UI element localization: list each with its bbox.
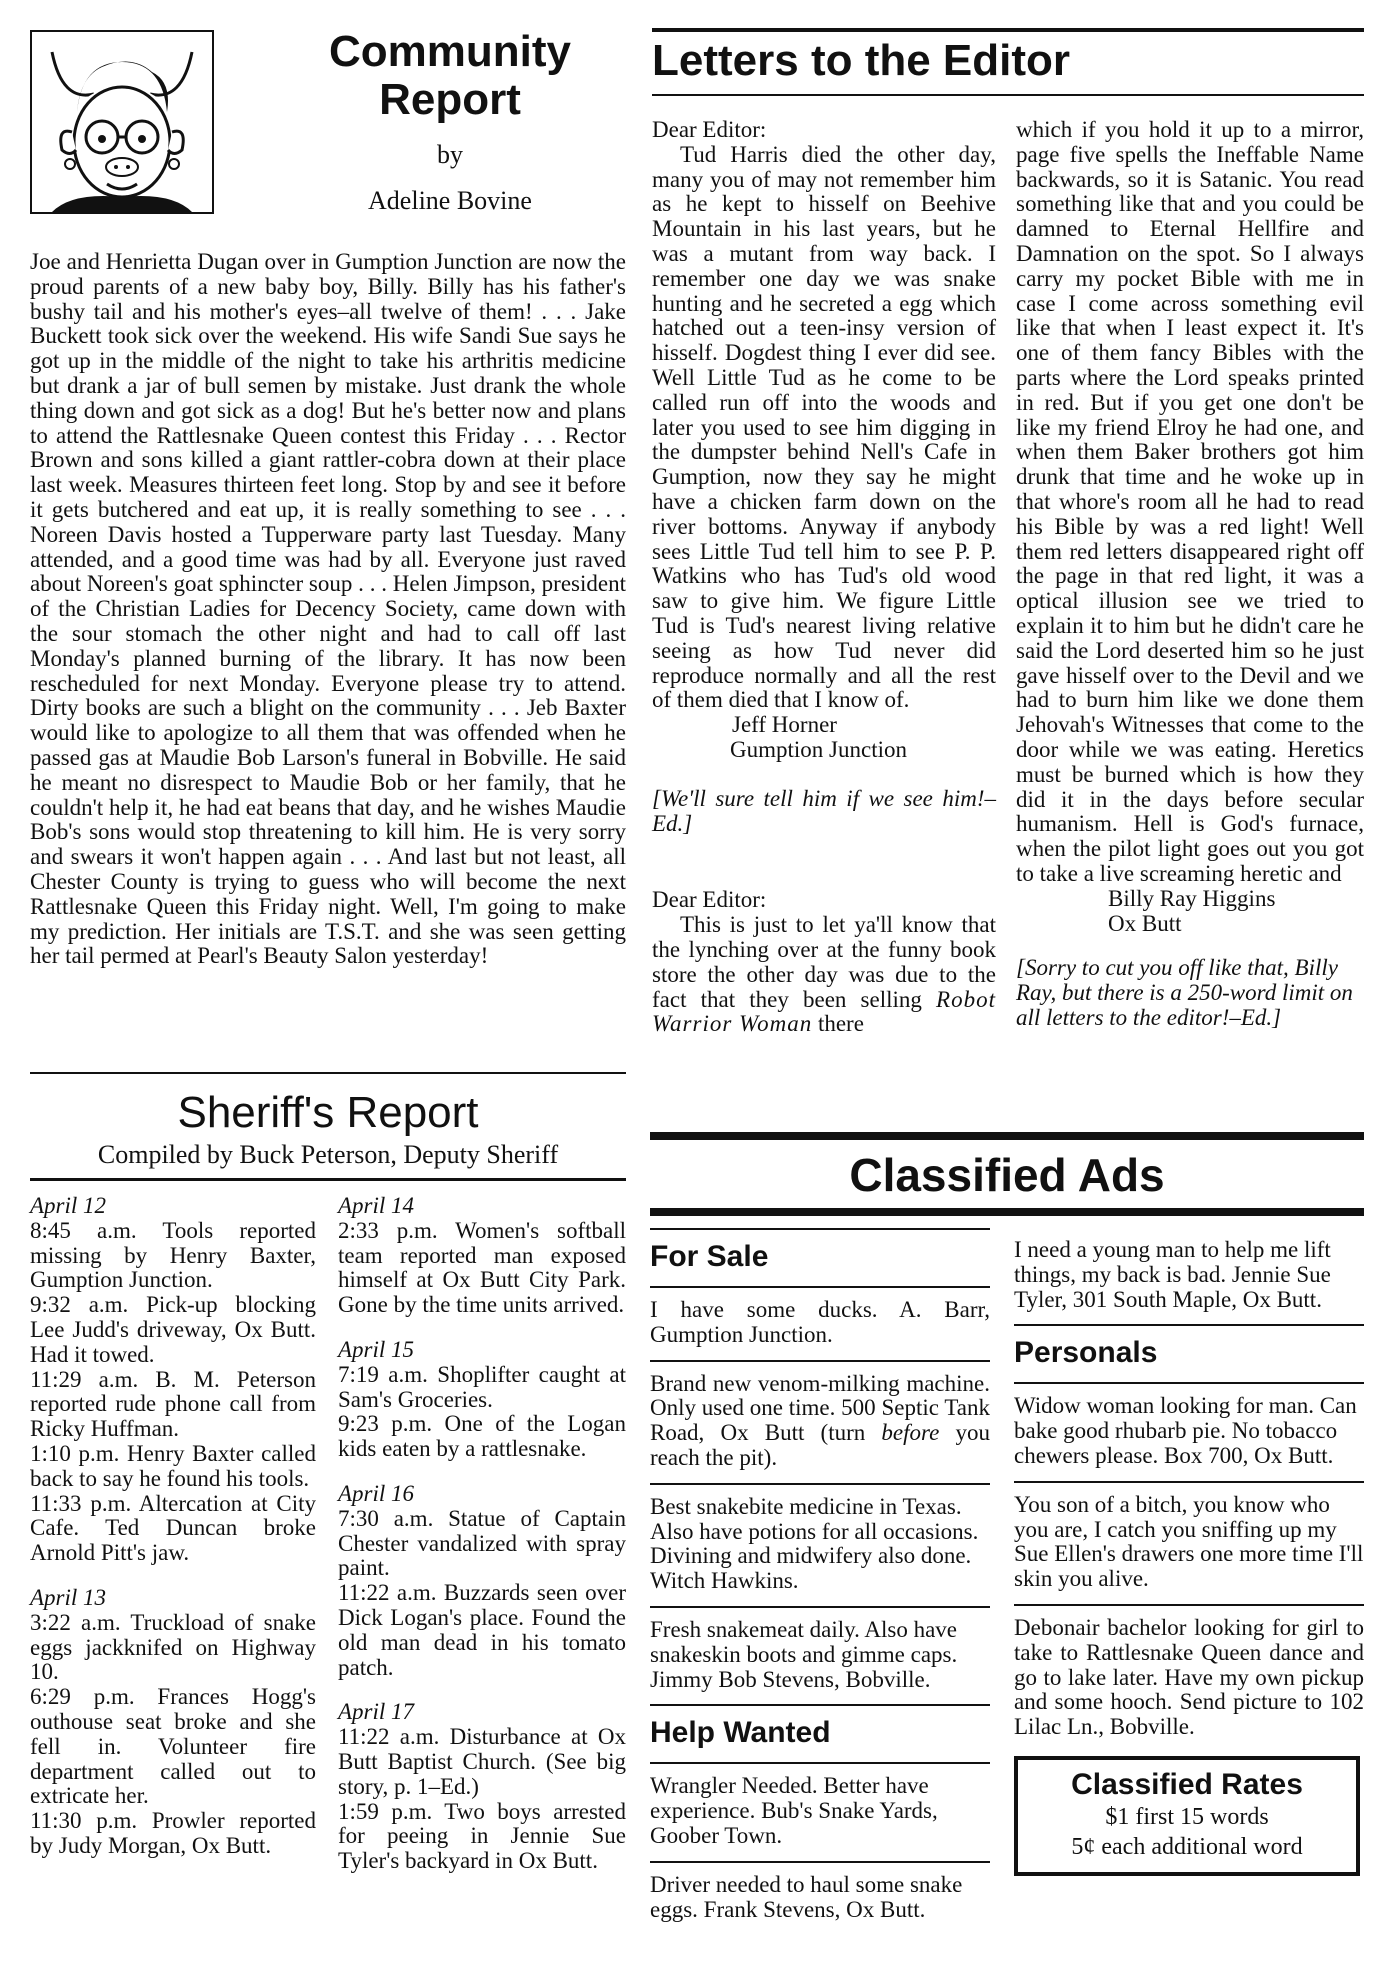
- log-gap: [30, 1566, 316, 1586]
- personals-ad-2: You son of a bitch, you know who you are, I catch you sniffing up my Sue Ellen's drawers one more time I'll skin you alive.: [1014, 1491, 1364, 1592]
- log-entry: 2:33 p.m. Women's softball team reported man exposed himself at Ox Butt City Park. Gone by the time units arrived.: [338, 1217, 626, 1318]
- letter2-body-start: This is just to let ya'll know that the lynching over at the funny book store the other day was due to the fact that they been selling: [652, 912, 996, 1012]
- log-entry: 11:29 a.m. B. M. Peterson reported rude phone call from Ricky Huffman.: [30, 1366, 316, 1442]
- log-gap: [338, 1318, 626, 1338]
- classified-rates-title: Classified Rates: [1071, 1767, 1303, 1801]
- personals-ad-1: Widow woman looking for man. Can bake good rhubarb pie. No tobacco chewers please. Box 700, Ox Butt.: [1014, 1393, 1357, 1468]
- for-sale-ad-2-text: Brand new venom-milking machine. Only used one time. 500 Septic Tank Road, Ox Butt (turn: [650, 1370, 990, 1446]
- letter2-body-part2: which if you hold it up to a mirror, page five spells the Ineffable Name backwards, so it is Satanic. You read something like that and you could be damned to Eternal Hellfire and Damnation on the spot. So I always carry my pocket Bible with me in case I come across something evil like that when I least expect it. It's one of them fancy Bibles with the parts where the Lord speaks printed in red. But if you get one don't be like my friend Elroy he had one, and when them Baker brothers got him drunk that time and he woke up in that whore's room all he had to read his Bible by was a red light! Well them red letters disappeared right off the page in that red light, it was a optical illusion see we tried to explain it to him but he didn't care he said the Lord deserted him so he just gave hisself over to the Devil and we had to burn him like we done them Jehovah's Witnesses that come to the door while we was eating. Heretics must be burned which is how they did it in the days before secular humanism. Hell is God's furnace, when the pilot light goes out you got to take a live screaming heretic and: [1016, 117, 1364, 886]
- classified-column-2: [1014, 1224, 1364, 1876]
- personals-rule: [1014, 1324, 1364, 1326]
- ad-divider: [650, 1483, 990, 1485]
- help-wanted-rule: [650, 1704, 990, 1706]
- ad-divider: [1014, 1481, 1364, 1483]
- letter2-editor-reply: [Sorry to cut you off like that, Billy Ray, but there is a 250-word limit on all letters to the editor!–Ed.]: [1016, 955, 1353, 1030]
- letter1-signature-place: Gumption Junction: [730, 736, 907, 762]
- log-date: April 14: [338, 1193, 415, 1218]
- community-title: [300, 28, 600, 124]
- for-sale-ad-4: Fresh snakemeat daily. Also have snakeskin boots and gimme caps. Jimmy Bob Stevens, Bobville.: [650, 1616, 958, 1692]
- letter1-salutation: Dear Editor:: [652, 117, 767, 142]
- for-sale-ad-2: [650, 1372, 990, 1471]
- ad-divider: [650, 1606, 990, 1608]
- ad-divider: [650, 1360, 990, 1362]
- for-sale-ad-3: Best snakebite medicine in Texas. Also have potions for all occasions. Divining and midwifery also done. Witch Hawkins.: [650, 1493, 979, 1594]
- ad-divider: [1014, 1604, 1364, 1606]
- letter1-body: Tud Harris died the other day, many you of may not remember him as he kept to hisself on Beehive Mountain in his last years, but he was a mutant from way back. I remember one day we was snake hunting and he secreted a egg which hatched out a teen-insy version of hisself. Dogdest thing I ever did see. Well Little Tud as he come to be called run off into the woods and later you used to see him digging in the dumpster behind Nell's Cafe in Gumption, now they say he might have a chicken farm down on the river bottoms. Anyway if anybody sees Little Tud tell him to see P. P. Watkins who has Tud's old wood saw to give him. We figure Little Tud is Tud's nearest living relative seeing as how Tud never did reproduce normally and all the rest of them died that I know of.: [652, 141, 996, 713]
- sheriff-column-2: [338, 1194, 626, 1874]
- help-wanted-ad-1: Wrangler Needed. Better have experience. Bub's Snake Yards, Goober Town.: [650, 1773, 938, 1848]
- log-entry: 6:29 p.m. Frances Hogg's outhouse seat broke and she fell in. Volunteer fire department called out to extricate her.: [30, 1684, 316, 1809]
- community-by: by: [437, 140, 463, 169]
- classified-rates-line1: $1 first 15 words: [1105, 1803, 1269, 1830]
- community-title-line1: Community: [329, 27, 571, 76]
- personals-ad-3: Debonair bachelor looking for girl to take to Rattlesnake Queen dance and go to lake later. Have my own pickup and some hooch. Send picture to 102 Lilac Ln., Bobville.: [1014, 1614, 1364, 1740]
- for-sale-ad-2-tail: you reach the pit).: [650, 1420, 990, 1470]
- for-sale-ad-2-italic: before: [881, 1420, 940, 1446]
- letter2-body-there: there: [817, 1011, 864, 1037]
- letter2-body-part1: [652, 913, 996, 1037]
- log-entry: 11:33 p.m. Altercation at City Cafe. Ted Duncan broke Arnold Pitt's jaw.: [30, 1490, 316, 1566]
- for-sale-heading: For Sale: [650, 1240, 769, 1273]
- help-wanted-ad-2: Driver needed to haul some snake eggs. Frank Stevens, Ox Butt.: [650, 1871, 963, 1922]
- letters-top-rule: [652, 28, 1364, 32]
- log-entry: 11:22 a.m. Disturbance at Ox Butt Baptist Church. (See big story, p. 1–Ed.): [338, 1724, 626, 1799]
- ad-divider: [650, 1861, 990, 1863]
- sheriff-divider: [30, 1178, 626, 1181]
- letter1-editor-reply: [We'll sure tell him if we see him!–Ed.]: [652, 785, 996, 836]
- log-entry: 3:22 a.m. Truckload of snake eggs jackknifed on Highway 10.: [30, 1609, 316, 1685]
- letter2-signature-name: Billy Ray Higgins: [1108, 885, 1276, 911]
- sheriff-byline: Compiled by Buck Peterson, Deputy Sheriff: [97, 1140, 559, 1169]
- community-divider: [30, 1072, 626, 1074]
- log-gap: [338, 1680, 626, 1700]
- classified-rates-line2: 5¢ each additional word: [1071, 1833, 1303, 1860]
- classified-top-rule: [650, 1132, 1364, 1140]
- help-wanted-head-rule: [650, 1762, 990, 1764]
- sheriff-column-1: [30, 1194, 316, 1859]
- log-date: April 12: [30, 1193, 107, 1218]
- letter1-signature-name: Jeff Horner: [732, 712, 837, 738]
- log-entry: 9:23 p.m. One of the Logan kids eaten by a rattlesnake.: [338, 1411, 626, 1462]
- classified-title-rule: [650, 1208, 1364, 1216]
- letter2-salutation: Dear Editor:: [652, 887, 767, 913]
- letter2-book-title: Robot Warrior Woman: [652, 986, 996, 1037]
- community-title-line2: Report: [379, 75, 521, 124]
- community-body: Joe and Henrietta Dugan over in Gumption Junction are now the proud parents of a new baby boy, Billy. Billy has his father's bushy tail and his mother's eyes–all twelve of them! . . . Jake Buckett took sick over the weekend. His wife Sandi Sue says he got up in the middle of the night to take his arthritis medicine but drank a jar of bull semen by mistake. Just drank the whole thing down and got sick as a dog! But he's better now and plans to attend the Rattlesnake Queen contest this Friday . . . Rector Brown and sons killed a giant rattler-cobra down at their place last week. Measures thirteen feet long. Stop by and see it before it gets butchered and eat up, it is really something to see . . . Noreen Davis hosted a Tupperware party last Tuesday. Many attended, and a good time was had by all. Everyone just raved about Noreen's goat sphincter soup . . . Helen Jimpson, president of the Christian Ladies for Decency Society, came down with the sour stomach the other night and had to call off last Monday's planned burning of the library. It has now been rescheduled for next Monday. Everyone please try to attend. Dirty books are such a blight on the community . . . Jeb Baxter would like to apologize to all them that was offended when he passed gas at Maudie Bob Larson's funeral in Bobville. He said he meant no disrespect to Maudie Bob or her family, that he couldn't help it, he had eat beans that day, and he wishes Maudie Bob's sons would stop threatening to kill him. He is very sorry and swears it won't happen again . . . And last but not least, all Chester County is trying to guess who will become the next Rattlesnake Queen this Friday night. Well, I'm going to make my prediction. Her initials are T.S.T. and she was seen getting her tail permed at Pearl's Beauty Salon yesterday!: [30, 249, 626, 969]
- community-author: Adeline Bovine: [368, 186, 532, 215]
- log-date: April 15: [338, 1336, 415, 1362]
- letters-column-2: [1016, 118, 1364, 1031]
- letters-title: Letters to the Editor: [652, 36, 1071, 85]
- for-sale-rule: [650, 1228, 990, 1230]
- sheriff-title: Sheriff's Report: [177, 1088, 479, 1137]
- personals-heading: Personals: [1014, 1336, 1158, 1370]
- log-gap: [338, 1462, 626, 1482]
- community-portrait: [30, 30, 214, 214]
- right-ad-1: I need a young man to help me lift things, my back is bad. Jennie Sue Tyler, 301 South Maple, Ox Butt.: [1014, 1237, 1331, 1312]
- log-entry: 11:22 a.m. Buzzards seen over Dick Logan's place. Found the old man dead in his tomato patch.: [338, 1580, 626, 1680]
- adeline-cow-portrait-icon: [32, 32, 212, 212]
- log-date: April 17: [338, 1699, 415, 1725]
- personals-head-rule: [1014, 1382, 1364, 1384]
- classified-column-1: [650, 1224, 990, 1922]
- log-entry: 1:59 p.m. Two boys arrested for peeing in Jennie Sue Tyler's backyard in Ox Butt.: [338, 1798, 626, 1874]
- log-entry: 8:45 a.m. Tools reported missing by Henry Baxter, Gumption Junction.: [30, 1217, 316, 1293]
- log-entry: 1:10 p.m. Henry Baxter called back to say he found his tools.: [30, 1440, 316, 1491]
- log-entry: 11:30 p.m. Prowler reported by Judy Morgan, Ox Butt.: [30, 1808, 316, 1858]
- log-entry: 7:30 a.m. Statue of Captain Chester vandalized with spray paint.: [338, 1505, 626, 1581]
- letters-title-rule: [652, 94, 1364, 96]
- for-sale-head-rule: [650, 1286, 990, 1288]
- for-sale-ad-1: I have some ducks. A. Barr, Gumption Junction.: [650, 1297, 990, 1347]
- log-date: April 13: [30, 1584, 107, 1610]
- help-wanted-heading: Help Wanted: [650, 1716, 831, 1750]
- log-entry: 7:19 a.m. Shoplifter caught at Sam's Groceries.: [338, 1361, 626, 1412]
- classified-rates-box: [1014, 1756, 1360, 1876]
- log-date: April 16: [338, 1480, 415, 1506]
- classified-title: Classified Ads: [849, 1149, 1165, 1201]
- letter2-signature-place: Ox Butt: [1108, 910, 1182, 936]
- letters-column-1: [652, 118, 996, 1037]
- log-entry: 9:32 a.m. Pick-up blocking Lee Judd's driveway, Ox Butt. Had it towed.: [30, 1292, 316, 1367]
